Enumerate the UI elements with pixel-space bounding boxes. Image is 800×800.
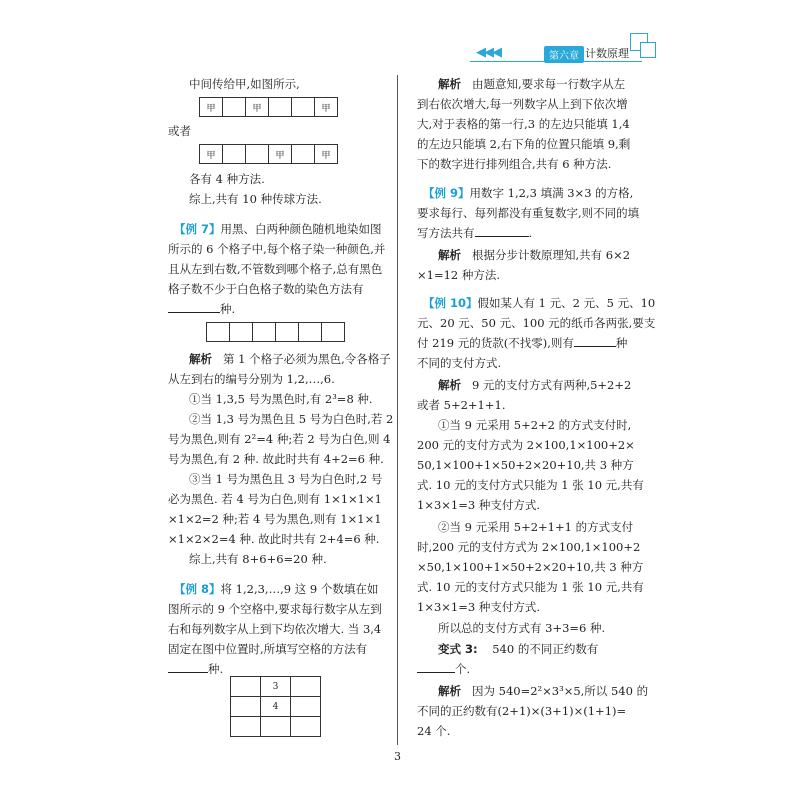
example-8-line: 【例 8】将 1,2,3,…,9 这 9 个数填在如: [174, 582, 379, 596]
answer-blank: [417, 662, 455, 673]
text-line: ③当 1 号为黑色且 3 号为白色时,2 号: [189, 472, 383, 486]
example-9-answer-line: 写方法共有 .: [417, 226, 533, 240]
column-divider: [397, 75, 398, 745]
grid-cell: [291, 717, 321, 737]
solution-label: 解析: [189, 352, 212, 366]
grid-cell: [231, 697, 261, 717]
strip-cell: 甲: [200, 98, 223, 117]
grid-cell: [291, 697, 321, 717]
text-line: 综上,共有 8+6+6=20 种.: [189, 552, 327, 566]
example-7-answer-line: 种.: [168, 302, 235, 316]
grid-cell: [261, 717, 291, 737]
strip-cell: 甲: [269, 145, 292, 164]
text-line: 右和每列数字从上到下均依次增大. 当 3,4: [168, 622, 382, 636]
strip-cell: [322, 323, 345, 342]
text-line: 不同的正约数有(2+1)×(3+1)×(1+1)=: [417, 704, 627, 718]
grid-cell: [291, 677, 321, 697]
text-line: 号为黑色,有 2 种. 故此时共有 4+2=6 种.: [168, 452, 384, 466]
text-line: 时,200 元的支付方式为 2×100,1×100+2: [417, 540, 641, 554]
strip-cell: [223, 98, 246, 117]
text-line: ×1×2=2 种;若 4 号为黑色,则有 1×1×1: [168, 512, 382, 526]
variant-3-answer-line: 个.: [417, 662, 470, 676]
strip-cell: 甲: [315, 145, 338, 164]
solution-8-line: 解析 由题意知,要求每一行数字从左: [438, 77, 626, 91]
strip-cell: 甲: [200, 145, 223, 164]
solution-label: 解析: [438, 248, 461, 262]
text-line: ×1=12 种方法.: [417, 268, 501, 282]
strip-cell: [292, 145, 315, 164]
example-label: 【例 7】: [174, 222, 221, 236]
example-8-answer-line: 种.: [168, 662, 223, 676]
answer-blank: [475, 226, 529, 237]
strip-cell: [253, 323, 276, 342]
strip-cell: 甲: [315, 98, 338, 117]
text-line: 200 元的支付方式为 2×100,1×100+2×: [417, 438, 635, 452]
example-label: 【例 9】: [423, 186, 470, 200]
text-line: ①当 1,3,5 号为黑色时,有 2³=8 种.: [189, 392, 373, 406]
text-line: 大,对于表格的第一行,3 的左边只能填 1,4: [417, 117, 630, 131]
strip-cell: [246, 145, 269, 164]
solution-10-line: 解析 9 元的支付方式有两种,5+2+2: [438, 378, 632, 392]
strip-cell: [207, 323, 230, 342]
solution-7-line: 解析 第 1 个格子必须为黑色,令各格子: [189, 352, 391, 366]
example-10-answer-line: 付 219 元的货款(不找零),则有 种: [417, 336, 628, 350]
example-label: 【例 10】: [423, 296, 478, 310]
text-line: ①当 9 元采用 5+2+2 的方式支付时,: [438, 418, 632, 432]
text-line: 且从左到右数,不管数到哪个格子,总有黑色: [168, 262, 383, 276]
pass-strip-1: [199, 97, 338, 117]
text-line: 50,1×100+1×50+2×20+10,共 3 种方: [417, 458, 634, 472]
page-number: 3: [394, 750, 401, 763]
text-line: 元、20 元、50 元、100 元的纸币各两张,要支: [417, 316, 656, 330]
text-line: 固定在图中位置时,所填写空格的方法有: [168, 642, 368, 656]
example-label: 【例 8】: [174, 582, 221, 596]
text-line: 或者 5+2+1+1.: [417, 398, 506, 412]
text-line: 下的数字进行排列组合,共有 6 种方法.: [417, 157, 612, 171]
solution-variant-line: 解析 因为 540=2²×3³×5,所以 540 的: [438, 684, 649, 698]
text-line: 或者: [168, 124, 191, 138]
variant-3-line: 变式 3: 540 的不同正约数有: [438, 642, 599, 656]
grid-cell: [231, 717, 261, 737]
strip-cell: [223, 145, 246, 164]
solution-9-line: 解析 根据分步计数原理知,共有 6×2: [438, 248, 631, 262]
header-square-decoration-2: [640, 42, 656, 58]
chapter-tag: 第六章: [544, 46, 584, 63]
strip-cell: 甲: [246, 98, 269, 117]
text-line: 式. 10 元的支付方式只能为 1 张 10 元,共有: [417, 580, 644, 594]
solution-label: 解析: [438, 378, 461, 392]
answer-blank: [168, 302, 220, 313]
text-line: ②当 1,3 号为黑色且 5 号为白色时,若 2: [189, 412, 394, 426]
strip-cell: [299, 323, 322, 342]
header-arrows-icon: ◀◀◀: [476, 45, 500, 60]
strip-cell: [269, 98, 292, 117]
header-rule: [470, 61, 642, 62]
text-line: 1×3×1=3 种支付方式.: [417, 600, 540, 614]
strip-cell: [292, 98, 315, 117]
chapter-title: 计数原理: [585, 47, 629, 60]
text-line: 综上,共有 10 种传球方法.: [189, 192, 322, 206]
example-9-line: 【例 9】用数字 1,2,3 填满 3×3 的方格,: [423, 186, 634, 200]
example-10-line: 【例 10】假如某人有 1 元、2 元、5 元、10: [423, 296, 656, 310]
text-line: 必为黑色. 若 4 号为白色,则有 1×1×1×1: [168, 492, 382, 506]
text-line: 所示的 6 个格子中,每个格子染一种颜色,并: [168, 242, 386, 256]
text-line: 格子数不少于白色格子数的染色方法有: [168, 282, 364, 296]
text-line: 图所示的 9 个空格中,要求每行数字从左到: [168, 602, 382, 616]
text-line: 不同的支付方式.: [417, 356, 502, 370]
solution-label: 解析: [438, 684, 461, 698]
text-line: 要求每行、每列都没有重复数字,则不同的填: [417, 206, 640, 220]
text-line: ×1×2×2=4 种. 故此时共有 2+4=6 种.: [168, 532, 380, 546]
text-line: 到右依次增大,每一列数字从上到下依次增: [417, 97, 628, 111]
variant-label: 变式 3:: [438, 642, 478, 656]
grid-cell: 3: [261, 677, 291, 697]
text-line: 1×3×1=3 种支付方式.: [417, 498, 540, 512]
text-line: 各有 4 种方法.: [189, 172, 265, 186]
text-line: ②当 9 元采用 5+2+1+1 的方式支付: [438, 520, 634, 534]
text-line: 号为黑色,则有 2²=4 种;若 2 号为白色,则 4: [168, 432, 391, 446]
strip-cell: [276, 323, 299, 342]
text-line: 所以总的支付方式有 3+3=6 种.: [438, 621, 606, 635]
grid-cell: [231, 677, 261, 697]
color-strip: [206, 322, 345, 342]
answer-blank: [168, 662, 208, 673]
text-line: 的左边只能填 2,右下角的位置只能填 9,剩: [417, 137, 631, 151]
solution-label: 解析: [438, 77, 461, 91]
answer-blank: [574, 336, 616, 347]
example-7-line: 【例 7】用黑、白两种颜色随机地染如图: [174, 222, 382, 236]
number-grid: [230, 676, 321, 737]
text-line: 中间传给甲,如图所示,: [189, 77, 300, 91]
text-line: 24 个.: [417, 724, 451, 738]
text-line: ×50,1×100+1×50+2×20+10,共 3 种方: [417, 560, 644, 574]
pass-strip-2: [199, 144, 338, 164]
grid-cell: 4: [261, 697, 291, 717]
strip-cell: [230, 323, 253, 342]
text-line: 式. 10 元的支付方式只能为 1 张 10 元,共有: [417, 478, 644, 492]
text-line: 从左到右的编号分别为 1,2,…,6.: [168, 372, 335, 386]
